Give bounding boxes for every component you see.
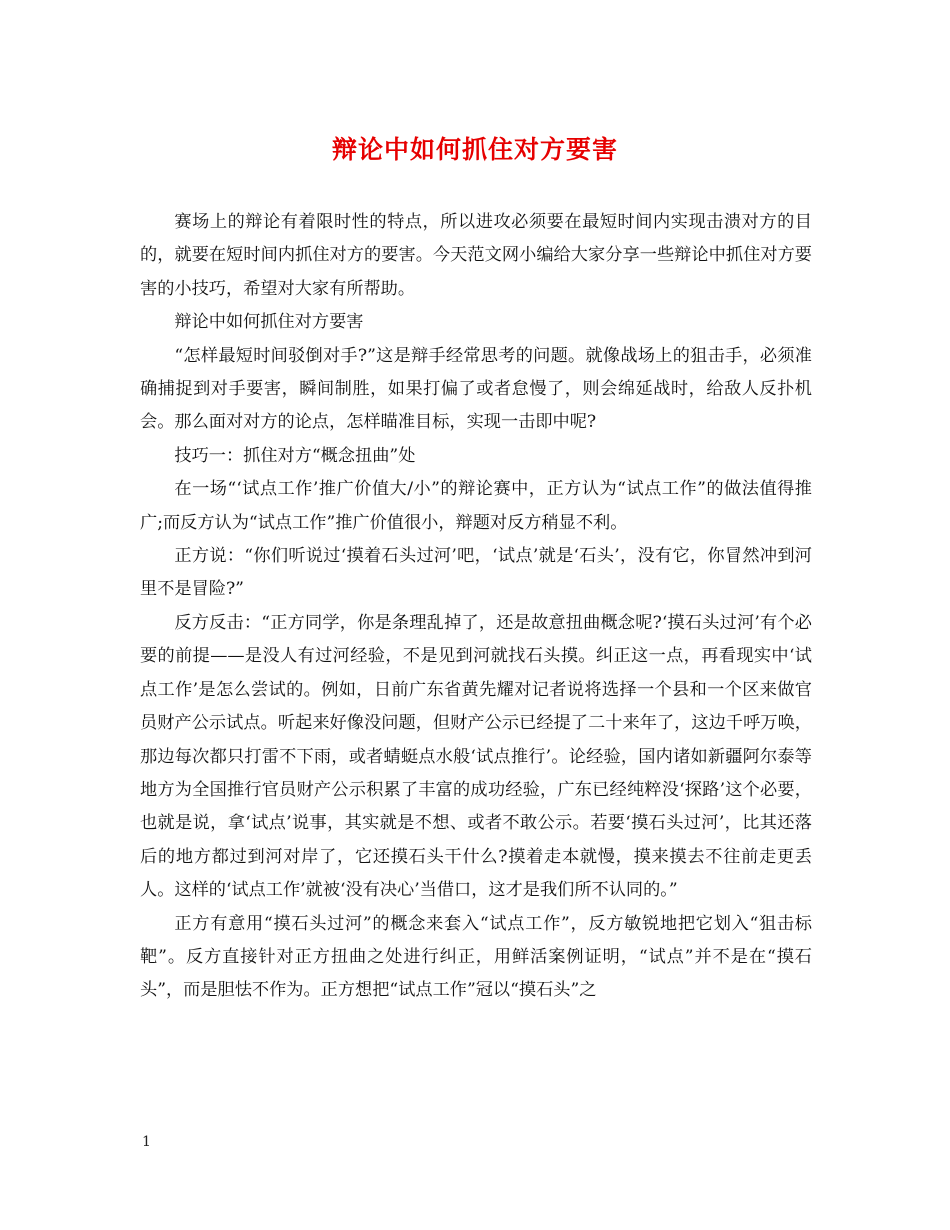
paragraph-subtitle: 辩论中如何抓住对方要害 [174,312,364,333]
document-body [140,206,812,1008]
paragraph-analysis: 正方有意用“摸石头过河”的概念来套入“试点工作”，反方敏锐地把它划入“狙击标靶”。反方直接针对正方扭曲之处进行纠正，用鲜活案例证明，“试点”并不是在“摸石头”，而是胆怯不作为。正方想把“试点工作”冠以“摸石头”之 [140,913,812,1001]
paragraph-question: “怎样最短时间驳倒对手?”这是辩手经常思考的问题。就像战场上的狙击手，必须准确捕捉到对手要害，瞬间制胜，如果打偏了或者怠慢了，则会绵延战时，给敌人反扑机会。那么面对对方的论点，怎样瞄准目标，实现一击即中呢? [140,345,812,433]
paragraph-intro: 赛场上的辩论有着限时性的特点，所以进攻必须要在最短时间内实现击溃对方的目的，就要在短时间内抓住对方的要害。今天范文网小编给大家分享一些辩论中抓住对方要害的小技巧，希望对大家有所帮助。 [140,212,812,299]
document-title: 辩论中如何抓住对方要害 [331,135,618,164]
paragraph-debate-setup: 在一场“‘试点工作’推广价值大/小”的辩论赛中，正方认为“试点工作”的做法值得推广;而反方认为“试点工作”推广价值很小，辩题对反方稍显不利。 [140,479,812,533]
paragraph-affirmative: 正方说：“你们听说过‘摸着石头过河’吧，‘试点’就是‘石头’，没有它，你冒然冲到河里不是冒险?” [140,546,812,600]
page-number: 1 [142,1134,151,1150]
paragraph-negative-rebuttal: 反方反击：“正方同学，你是条理乱掉了，还是故意扭曲概念呢?‘摸石头过河’有个必要的前提——是没人有过河经验，不是见到河就找石头摸。纠正这一点，再看现实中‘试点工作’是怎么尝试的。例如，日前广东省黄先耀对记者说将选择一个县和一个区来做官员财产公示试点。听起来好像没问题，但财产公示已经提了二十来年了，这边千呼万唤，那边每次都只打雷不下雨，或者蜻蜓点水般‘试点推行’。论经验，国内诸如新疆阿尔泰等地方为全国推行官员财产公示积累了丰富的成功经验，广东已经纯粹没‘探路’这个必要，也就是说，拿‘试点’说事，其实就是不想、或者不敢公示。若要‘摸石头过河’，比其还落后的地方都过到河对岸了，它还摸石头干什么?摸着走本就慢，摸来摸去不往前走更丢人。这样的‘试点工作’就被‘没有决心’当借口，这才是我们所不认同的。” [140,612,812,901]
paragraph-tip-heading: 技巧一：抓住对方“概念扭曲”处 [174,445,416,466]
